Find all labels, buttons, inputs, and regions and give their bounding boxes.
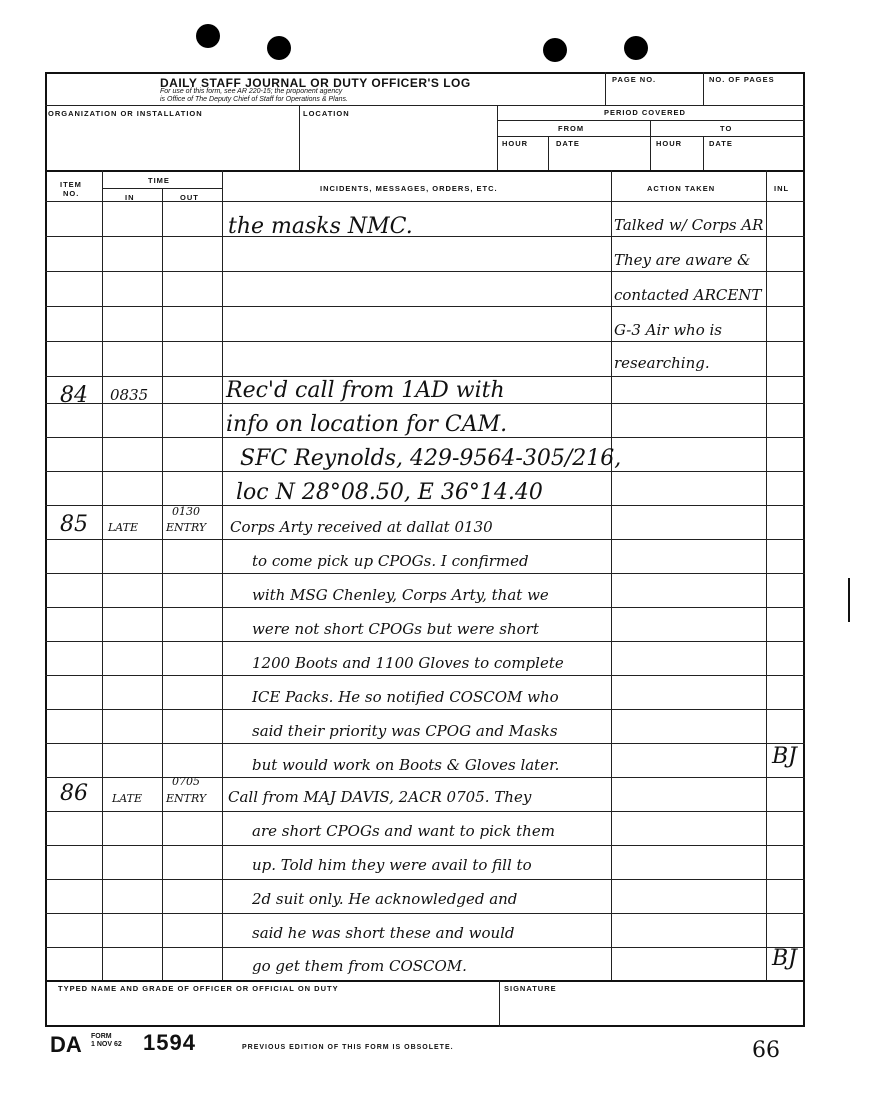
item-number: 86 xyxy=(60,781,88,806)
form-subtitle: For use of this form, see AR 220-15; the proponent agency is Office of The Deputy Chief of Staff for Operations & Plans. xyxy=(160,88,348,103)
time-in: 0835 xyxy=(110,386,149,404)
incidents-label: INCIDENTS, MESSAGES, ORDERS, ETC. xyxy=(320,184,498,193)
in-label: IN xyxy=(125,193,135,202)
to-date-label: DATE xyxy=(709,139,733,148)
item-number: 84 xyxy=(60,383,88,408)
divider xyxy=(497,105,498,170)
page-no-label: PAGE NO. xyxy=(612,75,657,84)
item-label: ITEM xyxy=(60,180,82,189)
divider xyxy=(703,136,704,170)
form-agency: DA xyxy=(50,1032,82,1057)
period-label: PERIOD COVERED xyxy=(604,108,686,117)
punch-hole xyxy=(624,36,648,60)
entry-line: go get them from COSCOM. xyxy=(252,957,467,975)
action-line: researching. xyxy=(614,354,710,372)
entry-line: are short CPOGs and want to pick them xyxy=(252,822,555,840)
entry-line: Call from MAJ DAVIS, 2ACR 0705. They xyxy=(228,788,532,806)
entry-line: ICE Packs. He so notified COSCOM who xyxy=(252,688,559,706)
late-label: LATE xyxy=(108,521,139,534)
margin-mark xyxy=(848,578,850,622)
continuation-line: the masks NMC. xyxy=(228,214,413,239)
form-date: FORM 1 NOV 62 xyxy=(91,1033,122,1048)
obsolete-notice: PREVIOUS EDITION OF THIS FORM IS OBSOLETE. xyxy=(242,1044,454,1051)
action-line: They are aware & xyxy=(614,251,751,269)
divider xyxy=(703,72,704,105)
action-line: G-3 Air who is xyxy=(614,321,723,339)
from-hour-label: HOUR xyxy=(502,139,529,148)
action-label: ACTION TAKEN xyxy=(647,184,716,193)
divider xyxy=(45,170,805,172)
entry-line: said their priority was CPOG and Masks xyxy=(252,722,558,740)
form-number: 1594 xyxy=(143,1030,196,1055)
action-line: contacted ARCENT xyxy=(614,286,762,304)
out-label: OUT xyxy=(180,193,199,202)
entry-line: said he was short these and would xyxy=(252,924,515,942)
from-date-label: DATE xyxy=(556,139,580,148)
punch-hole xyxy=(267,36,291,60)
divider xyxy=(499,980,500,1027)
divider xyxy=(299,105,300,170)
typed-name-label: TYPED NAME AND GRADE OF OFFICER OR OFFICIAL ON DUTY xyxy=(58,984,339,993)
entry-line: with MSG Chenley, Corps Arty, that we xyxy=(252,586,549,604)
entry-line: 2d suit only. He acknowledged and xyxy=(252,890,518,908)
action-line: Talked w/ Corps AR xyxy=(614,216,764,234)
entry-line: Rec'd call from 1AD with xyxy=(226,378,505,403)
time-label: TIME xyxy=(148,176,170,185)
entry-line: info on location for CAM. xyxy=(226,412,508,437)
from-label: FROM xyxy=(558,124,585,133)
item-number: 85 xyxy=(60,512,88,537)
initials-label: INL xyxy=(774,184,790,193)
page-number: 66 xyxy=(752,1038,780,1063)
signature-label: SIGNATURE xyxy=(504,984,557,993)
entry-label: ENTRY xyxy=(166,521,207,534)
entry-line: were not short CPOGs but were short xyxy=(252,620,539,638)
divider xyxy=(605,72,606,105)
divider xyxy=(548,136,549,170)
org-label: ORGANIZATION OR INSTALLATION xyxy=(48,109,203,118)
form-title: DAILY STAFF JOURNAL OR DUTY OFFICER'S LOG xyxy=(160,76,471,90)
divider xyxy=(45,105,805,106)
entry-line: Corps Arty received at dallat 0130 xyxy=(230,518,493,536)
time-in: 0130 xyxy=(172,505,200,518)
entry-line: 1200 Boots and 1100 Gloves to complete xyxy=(252,654,564,672)
item-no-label: NO. xyxy=(63,189,80,198)
entry-line: SFC Reynolds, 429-9564-305/216, xyxy=(240,446,622,471)
entry-line: up. Told him they were avail to fill to xyxy=(252,856,532,874)
time-in: 0705 xyxy=(172,775,200,788)
divider xyxy=(497,136,805,137)
divider xyxy=(497,120,805,121)
punch-hole xyxy=(196,24,220,48)
to-hour-label: HOUR xyxy=(656,139,683,148)
divider xyxy=(650,120,651,170)
location-label: LOCATION xyxy=(303,109,350,118)
to-label: TO xyxy=(720,124,733,133)
entry-label: ENTRY xyxy=(166,792,207,805)
punch-hole xyxy=(543,38,567,62)
entry-line: but would work on Boots & Gloves later. xyxy=(252,756,560,774)
initials: BJ xyxy=(772,946,797,971)
entry-line: loc N 28°08.50, E 36°14.40 xyxy=(236,480,543,505)
late-label: LATE xyxy=(112,792,143,805)
initials: BJ xyxy=(772,744,797,769)
no-of-pages-label: NO. OF PAGES xyxy=(709,75,775,84)
entry-line: to come pick up CPOGs. I confirmed xyxy=(252,552,529,570)
